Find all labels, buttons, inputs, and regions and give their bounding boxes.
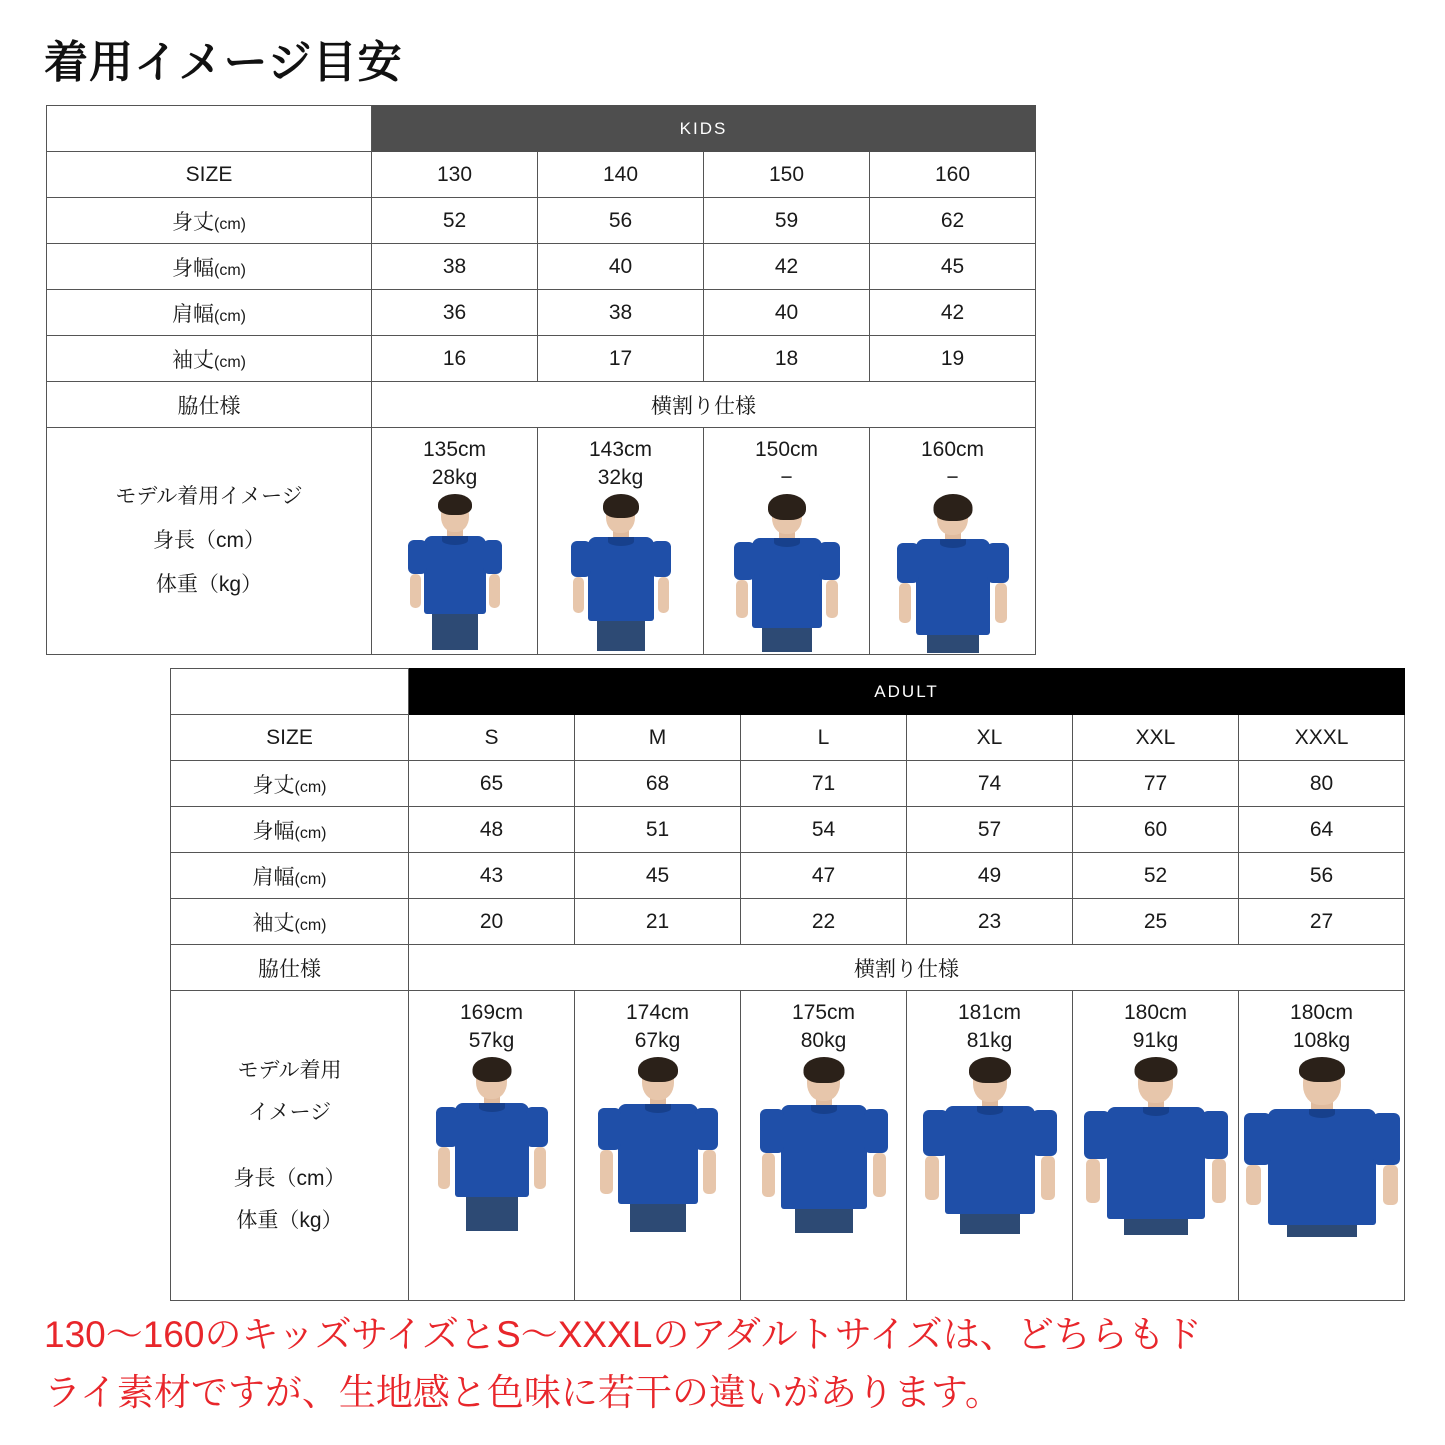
figure-hair [638,1057,678,1082]
adult-length-s: 65 [409,761,575,807]
adult-width-l: 54 [741,807,907,853]
kids-size-160: 160 [870,152,1036,198]
row-label-width-unit: (cm) [294,824,327,842]
figure-head [606,498,635,533]
figure-collar [608,537,634,546]
row-label-shoulder [47,290,372,336]
footer-note-line1: 130〜160のキッズサイズとS〜XXXLのアダルトサイズは、どちらもド [44,1314,1202,1355]
table-row [47,106,1036,152]
figure-shirt [945,1106,1035,1214]
figure-head [1303,1061,1341,1105]
row-label-width [171,807,409,853]
adult-size-l: L [741,715,907,761]
table-row [171,715,1405,761]
kids-corner-blank [47,106,372,152]
figure-arm-left [438,1147,450,1189]
kids-shoulder-130: 36 [372,290,538,336]
row-label-side-spec: 脇仕様 [47,382,372,428]
figure-hair [768,494,806,520]
kids-model-weight-140: 32kg [597,466,644,489]
figure-legs [597,621,645,651]
kids-sleeve-160: 19 [870,336,1036,382]
kids-size-140: 140 [538,152,704,198]
figure-sleeve-left [598,1108,621,1150]
model-label-line3: 身長（cm） [233,1166,346,1190]
adult-width-m: 51 [575,807,741,853]
row-label-size: SIZE [47,152,372,198]
figure-arm-right [489,574,500,608]
kids-model-150 [704,428,870,655]
adult-length-l: 71 [741,761,907,807]
adult-shoulder-m: 45 [575,853,741,899]
figure-sleeve-right [987,543,1009,583]
kids-sleeve-150: 18 [704,336,870,382]
row-label-width [47,244,372,290]
figure-collar [774,538,800,547]
figure-sleeve-right [483,540,502,574]
table-row [171,761,1405,807]
figure-legs [466,1197,518,1231]
adult-model-m [575,991,741,1301]
kids-model-height-140: 143cm [588,438,653,461]
adult-size-s: S [409,715,575,761]
figure-shirt [781,1105,867,1209]
table-row [171,945,1405,991]
figure-collar [977,1106,1003,1115]
adult-model-height-l: 175cm [791,1001,856,1024]
adult-length-xl: 74 [907,761,1073,807]
figure-head [937,498,968,535]
figure-shirt [424,536,486,614]
figure-legs [630,1204,686,1232]
adult-model-height-s: 169cm [459,1001,524,1024]
adult-model-height-xxxl: 180cm [1290,1001,1354,1024]
adult-sleeve-xxl: 25 [1073,899,1239,945]
figure-sleeve-right [695,1108,718,1150]
figure-sleeve-right [864,1109,888,1153]
row-label-shoulder-unit: (cm) [294,870,327,888]
kids-sleeve-140: 17 [538,336,704,382]
figure-shirt [618,1104,698,1204]
adult-sleeve-l: 22 [741,899,907,945]
kids-model-160 [870,428,1036,655]
kids-model-height-160: 160cm [920,438,985,461]
figure-legs [432,614,478,650]
figure-head [807,1061,840,1101]
model-figure [1096,1061,1216,1235]
row-label-sleeve-unit: (cm) [214,353,246,371]
adult-size-xxxl: XXXL [1239,715,1405,761]
adult-width-xl: 57 [907,807,1073,853]
figure-collar [811,1105,837,1114]
figure-collar [940,539,966,548]
kids-model-weight-130: 28kg [431,466,478,489]
figure-hair [969,1057,1011,1083]
figure-sleeve-left [408,540,427,574]
figure-sleeve-left [897,543,919,583]
adult-model-xxl [1073,991,1239,1301]
adult-model-l [741,991,907,1301]
kids-width-150: 42 [704,244,870,290]
adult-width-xxl: 60 [1073,807,1239,853]
row-label-sleeve-unit: (cm) [294,916,327,934]
figure-shirt [752,538,822,628]
figure-hair [1299,1057,1345,1082]
kids-length-160: 62 [870,198,1036,244]
row-label-shoulder [171,853,409,899]
model-figure [727,498,847,652]
model-figure [764,1061,884,1233]
kids-size-150: 150 [704,152,870,198]
figure-legs [762,628,812,652]
model-figure [395,498,515,650]
figure-sleeve-left [760,1109,784,1153]
kids-side-spec-value: 横割り仕様 [372,382,1036,428]
figure-head [1138,1061,1173,1103]
row-label-length-unit: (cm) [294,778,327,796]
figure-legs [927,635,979,653]
table-row [47,198,1036,244]
figure-legs [1287,1225,1357,1237]
figure-collar [442,536,468,545]
kids-width-130: 38 [372,244,538,290]
figure-head [772,498,802,534]
figure-sleeve-right [526,1107,548,1147]
figure-arm-right [1041,1156,1055,1200]
row-label-length-text: 身丈 [252,773,295,797]
adult-corner-blank [171,669,409,715]
table-row [47,336,1036,382]
table-row [171,899,1405,945]
row-label-length-text: 身丈 [172,210,214,234]
model-label-line2: 身長（cm） [153,529,265,552]
figure-head [441,498,469,532]
model-figure [893,498,1013,653]
table-row [171,853,1405,899]
figure-hair [438,494,472,515]
row-label-shoulder-text: 肩幅 [172,302,214,326]
adult-model-weight-m: 67kg [634,1029,681,1052]
figure-hair [803,1057,844,1083]
figure-arm-left [736,580,748,618]
table-row [47,428,1036,655]
adult-length-m: 68 [575,761,741,807]
table-row [47,290,1036,336]
adult-sleeve-s: 20 [409,899,575,945]
row-label-sleeve-text: 袖丈 [172,348,214,372]
adult-model-height-m: 174cm [625,1001,690,1024]
model-label-line4: 体重（kg） [236,1208,343,1232]
row-label-shoulder-unit: (cm) [214,307,246,325]
table-row [171,807,1405,853]
figure-sleeve-left [734,542,755,580]
adult-sleeve-m: 21 [575,899,741,945]
figure-hair [472,1057,511,1082]
figure-arm-right [873,1153,886,1197]
adult-length-xxxl: 80 [1239,761,1405,807]
model-label-line2: イメージ [247,1100,332,1124]
adult-width-xxxl: 64 [1239,807,1405,853]
kids-width-160: 45 [870,244,1036,290]
figure-sleeve-left [436,1107,458,1147]
model-figure [561,498,681,651]
figure-sleeve-left [923,1110,948,1156]
kids-size-table [46,105,1036,655]
model-figure [1262,1061,1382,1237]
figure-arm-right [658,577,669,613]
row-label-size: SIZE [171,715,409,761]
adult-model-height-xl: 181cm [957,1001,1022,1024]
adult-model-weight-s: 57kg [468,1029,515,1052]
kids-model-height-130: 135cm [422,438,487,461]
adult-shoulder-xl: 49 [907,853,1073,899]
figure-sleeve-right [1202,1111,1228,1159]
figure-hair [603,494,639,518]
figure-legs [1124,1219,1188,1235]
adult-side-spec-value: 横割り仕様 [409,945,1405,991]
kids-model-weight-160: − [946,466,959,489]
figure-arm-left [899,583,911,623]
figure-legs [795,1209,853,1233]
figure-arm-right [534,1147,546,1189]
model-label-spacer [172,1134,407,1158]
figure-arm-left [1086,1159,1100,1203]
figure-sleeve-right [651,541,671,577]
table-row [171,669,1405,715]
table-row [47,382,1036,428]
table-row [47,152,1036,198]
adult-size-table [170,668,1405,1301]
adult-size-xxl: XXL [1073,715,1239,761]
figure-arm-right [995,583,1007,623]
figure-shirt [1107,1107,1205,1219]
adult-model-weight-xxl: 91kg [1132,1029,1179,1052]
row-label-width-text: 身幅 [172,256,214,280]
model-label-line1: モデル着用イメージ [115,485,303,508]
figure-shirt [916,539,990,635]
adult-model-s [409,991,575,1301]
adult-model-xxxl [1239,991,1405,1301]
kids-shoulder-150: 40 [704,290,870,336]
adult-shoulder-s: 43 [409,853,575,899]
adult-model-xl [907,991,1073,1301]
figure-arm-left [925,1156,939,1200]
figure-head [973,1061,1007,1102]
adult-size-m: M [575,715,741,761]
adult-model-weight-xl: 81kg [966,1029,1013,1052]
row-label-side-spec: 脇仕様 [171,945,409,991]
figure-sleeve-right [1032,1110,1057,1156]
kids-banner: KIDS [372,106,1036,152]
adult-size-xl: XL [907,715,1073,761]
figure-shirt [588,537,654,621]
kids-model-140 [538,428,704,655]
kids-model-weight-150: − [780,466,793,489]
kids-length-150: 59 [704,198,870,244]
figure-legs [960,1214,1020,1234]
row-label-sleeve [171,899,409,945]
footer-note-line2: ライ素材ですが、生地感と色味に若干の違いがあります。 [44,1372,1002,1413]
adult-model-weight-l: 80kg [800,1029,847,1052]
figure-hair [1134,1057,1177,1082]
kids-width-140: 40 [538,244,704,290]
model-figure [432,1061,552,1231]
figure-collar [1309,1109,1335,1118]
row-label-width-unit: (cm) [214,261,246,279]
row-label-length [47,198,372,244]
figure-arm-right [703,1150,716,1194]
adult-shoulder-xxxl: 56 [1239,853,1405,899]
figure-head [476,1061,507,1099]
row-label-model [47,428,372,655]
figure-collar [645,1104,671,1113]
figure-arm-left [762,1153,775,1197]
kids-length-130: 52 [372,198,538,244]
figure-head [642,1061,674,1100]
model-figure [930,1061,1050,1234]
kids-sleeve-130: 16 [372,336,538,382]
kids-shoulder-140: 38 [538,290,704,336]
adult-width-s: 48 [409,807,575,853]
table-row [171,991,1405,1301]
figure-arm-left [600,1150,613,1194]
figure-arm-left [410,574,421,608]
adult-model-weight-xxxl: 108kg [1292,1029,1351,1052]
page-title: 着用イメージ目安 [44,38,403,87]
kids-size-130: 130 [372,152,538,198]
figure-sleeve-right [819,542,840,580]
adult-sleeve-xl: 23 [907,899,1073,945]
row-label-width-text: 身幅 [252,819,295,843]
kids-model-height-150: 150cm [754,438,819,461]
figure-collar [1143,1107,1169,1116]
figure-sleeve-left [1244,1113,1271,1165]
row-label-length [171,761,409,807]
adult-model-height-xxl: 180cm [1123,1001,1188,1024]
figure-arm-right [1383,1165,1398,1205]
adult-length-xxl: 77 [1073,761,1239,807]
figure-arm-left [1246,1165,1261,1205]
row-label-sleeve [47,336,372,382]
row-label-sleeve-text: 袖丈 [252,911,295,935]
figure-shirt [455,1103,529,1197]
figure-arm-left [573,577,584,613]
figure-arm-right [826,580,838,618]
kids-shoulder-160: 42 [870,290,1036,336]
row-label-model [171,991,409,1301]
model-label-line3: 体重（kg） [155,573,263,596]
figure-hair [933,494,972,521]
kids-model-130 [372,428,538,655]
figure-sleeve-left [571,541,591,577]
model-figure [598,1061,718,1232]
row-label-shoulder-text: 肩幅 [252,865,295,889]
figure-sleeve-left [1084,1111,1110,1159]
figure-sleeve-right [1373,1113,1400,1165]
adult-shoulder-l: 47 [741,853,907,899]
figure-arm-right [1212,1159,1226,1203]
table-row [47,244,1036,290]
adult-banner: ADULT [409,669,1405,715]
model-label-line1: モデル着用 [237,1058,342,1082]
adult-sleeve-xxxl: 27 [1239,899,1405,945]
figure-collar [479,1103,505,1112]
adult-shoulder-xxl: 52 [1073,853,1239,899]
footer-note [44,1306,1404,1422]
figure-shirt [1268,1109,1376,1225]
row-label-length-unit: (cm) [214,215,246,233]
kids-length-140: 56 [538,198,704,244]
